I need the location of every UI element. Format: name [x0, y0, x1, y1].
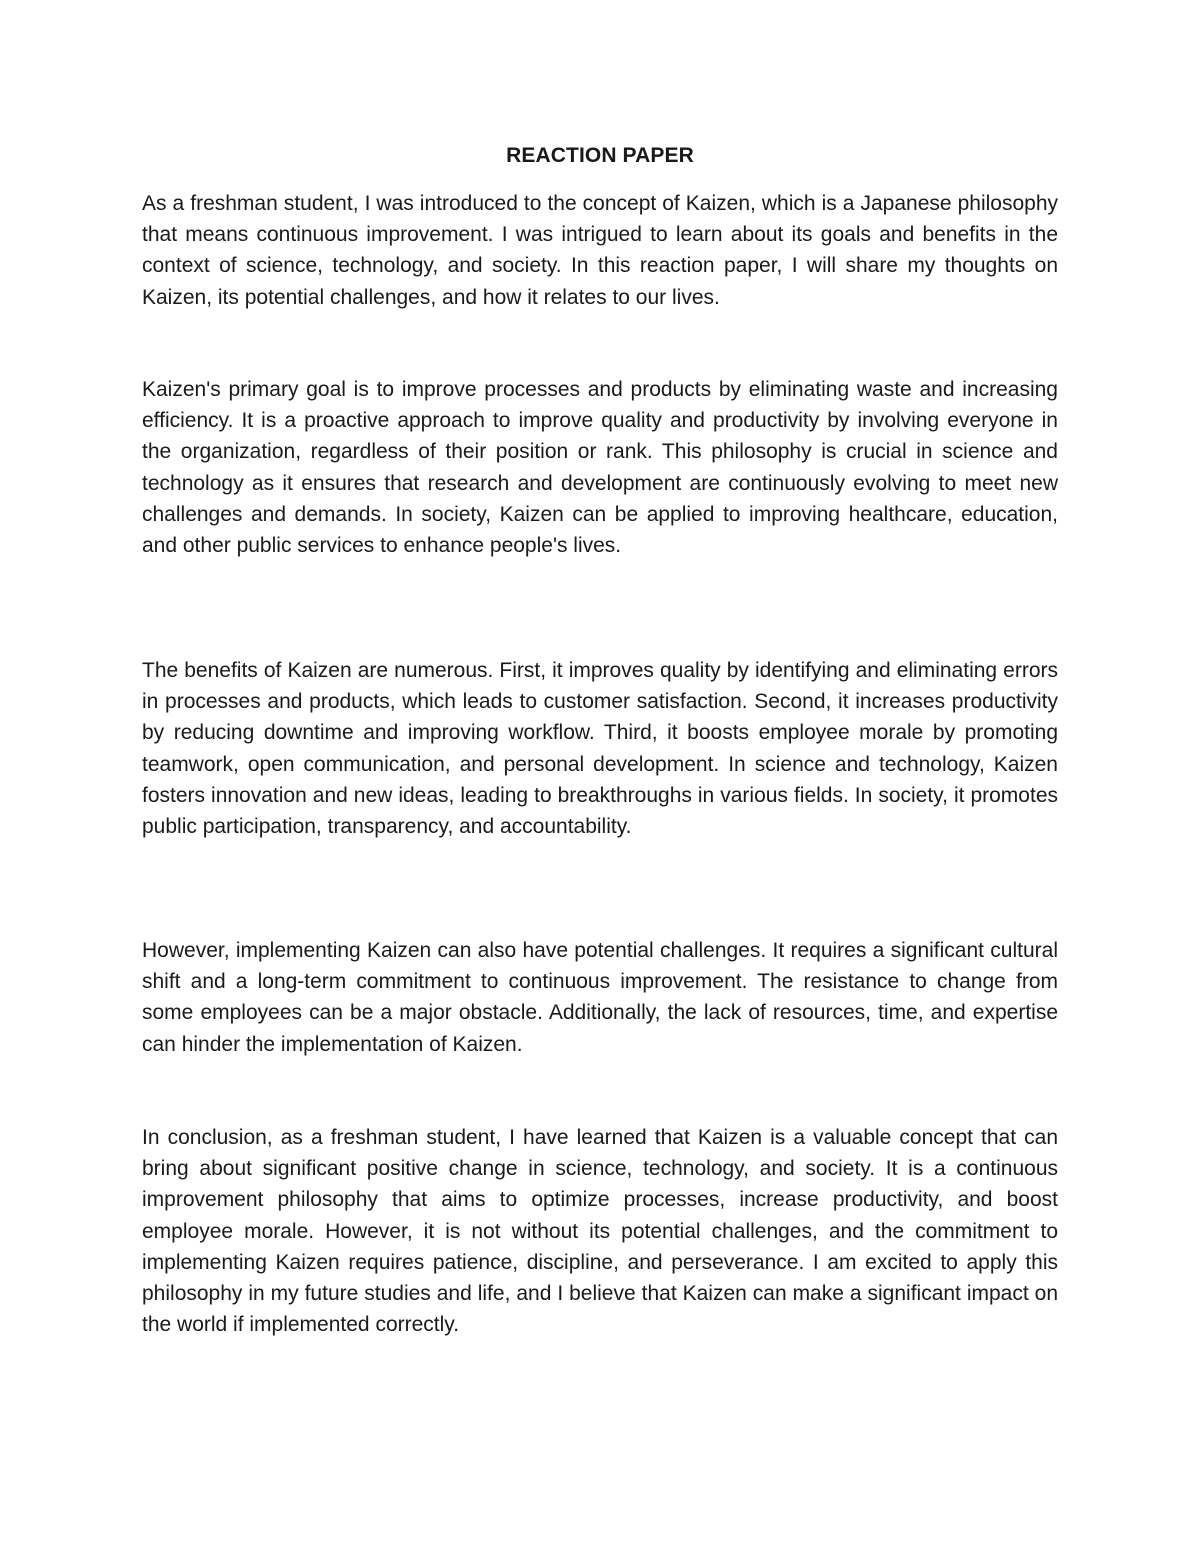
paragraph-benefits: The benefits of Kaizen are numerous. First, it improves quality by identifying and eliminating errors in processes and products, which leads to customer satisfaction. Second, it increases productivity by reducing downtime and improving workflow. Third, it boosts employee morale by promoting teamwork, open communication, and personal development. In science and technology, Kaizen fosters innovation and new ideas, leading to breakthroughs in various fields. In society, it promotes public participation, transparency, and accountability.: [142, 659, 1058, 839]
page-title: REACTION PAPER: [506, 144, 694, 167]
paragraph-challenges: However, implementing Kaizen can also have potential challenges. It requires a significant cultural shift and a long-term commitment to continuous improvement. The resistance to change from some employees can be a major obstacle. Additionally, the lack of resources, time, and expertise can hinder the implementation of Kaizen.: [142, 939, 1058, 1056]
paragraph-introduction: As a freshman student, I was introduced to the concept of Kaizen, which is a Japanese philosophy that means continuous improvement. I was intrigued to learn about its goals and benefits in the context of science, technology, and society. In this reaction paper, I will share my thoughts on Kaizen, its potential challenges, and how it relates to our lives.: [142, 192, 1058, 309]
paragraph-primary-goal: Kaizen's primary goal is to improve processes and products by eliminating waste and increasing efficiency. It is a proactive approach to improve quality and productivity by involving everyone in the organization, regardless of their position or rank. This philosophy is crucial in science and technology as it ensures that research and development are continuously evolving to meet new challenges and demands. In society, Kaizen can be applied to improving healthcare, education, and other public services to enhance people's lives.: [142, 378, 1058, 558]
paragraph-conclusion: In conclusion, as a freshman student, I have learned that Kaizen is a valuable concept that can bring about significant positive change in science, technology, and society. It is a continuous improvement philosophy that aims to optimize processes, increase productivity, and boost employee morale. However, it is not without its potential challenges, and the commitment to implementing Kaizen requires patience, discipline, and perseverance. I am excited to apply this philosophy in my future studies and life, and I believe that Kaizen can make a significant impact on the world if implemented correctly.: [142, 1126, 1058, 1337]
